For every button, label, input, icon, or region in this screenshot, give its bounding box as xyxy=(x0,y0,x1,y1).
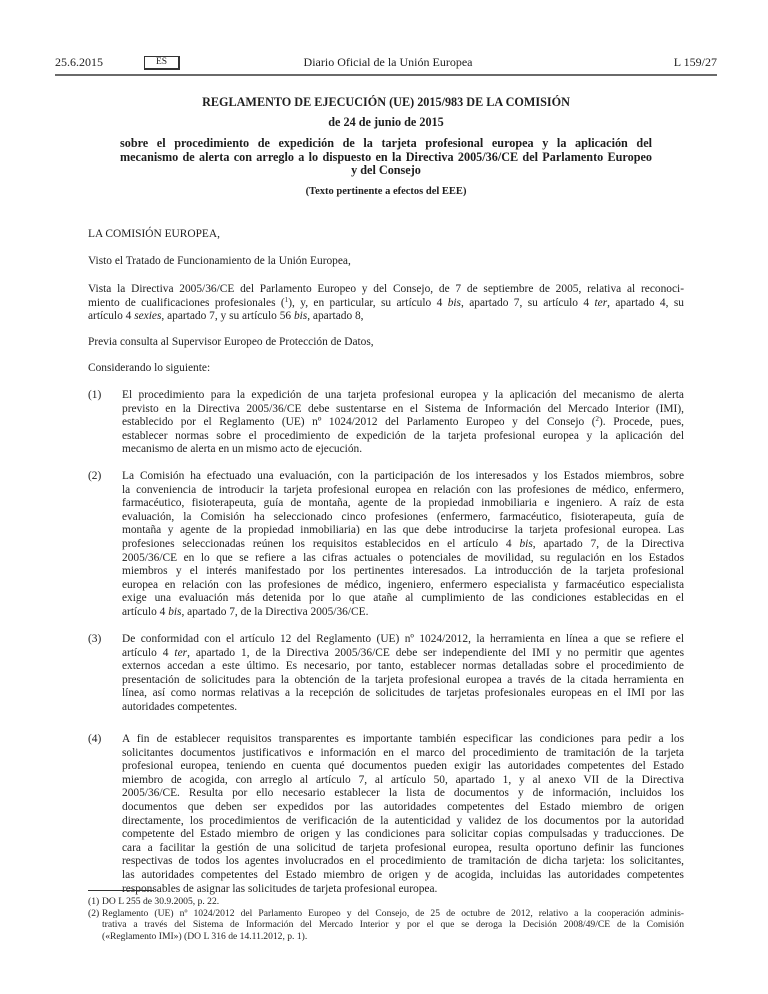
text-line xyxy=(88,297,684,311)
line-text: Reglamento (UE) nº 1024/2012 del Parlamento Europeo y del Consejo, de 25 de octubre de 2012, relativo a la cooperación adminis- xyxy=(102,908,684,919)
text-line xyxy=(122,701,684,715)
line-text: Vista la Directiva 2005/36/CE del Parlamento Europeo y del Consejo, de 7 de septiembre de 2005, relativa al reconoci- xyxy=(88,283,684,295)
line-text: europea en relación con las profesiones de médico, ingeniero, enfermero especialista y farmacéutico especialista xyxy=(122,578,684,591)
footnote-text xyxy=(102,908,684,942)
recital-text xyxy=(122,470,684,620)
text-line xyxy=(122,552,684,566)
line-text: línea, así como normas relativas a la recepción de solicitudes de tarjetas profesionales europeas en el IMI por las xyxy=(122,687,684,700)
text-line xyxy=(122,443,684,457)
publication-date: 25.6.2015 xyxy=(55,55,103,69)
text-line xyxy=(122,633,684,647)
recital-number: (4) xyxy=(88,733,102,745)
text-segment: , apartado 7, su artículo 4 xyxy=(460,296,595,309)
italic-term: bis xyxy=(519,537,533,550)
line-text xyxy=(122,606,368,620)
line-text: montaña y agente de la propiedad inmobiliaria) en las que debe introducirse la tarjeta profesional europea. Las xyxy=(122,524,684,537)
footnote-number: (2) xyxy=(88,908,100,919)
line-text xyxy=(122,538,684,552)
text-line xyxy=(122,747,684,761)
line-text: 2005/36/CE. Resulta por ello necesario establecer la lista de documentos y de información, incluidos los xyxy=(122,787,684,800)
text-segment: , apartado 7, de la Directiva 2005/36/CE. xyxy=(181,605,369,618)
text-line xyxy=(122,869,684,883)
text-segment: , apartado 1, de la Directiva 2005/36/CE debe ser independiente del IMI y no permitir que agentes xyxy=(187,646,685,659)
italic-term: sexies xyxy=(134,310,162,323)
text-line xyxy=(102,919,684,930)
text-segment: , apartado 7, de la Directiva xyxy=(532,537,685,550)
text-segment: establecido por el Reglamento (UE) nº 1024/2012 del Parlamento Europeo y del Consejo ( xyxy=(122,416,596,429)
eee-note: (Texto pertinente a efectos del EEE) xyxy=(305,186,467,197)
subtitle-line xyxy=(120,136,652,150)
text-line xyxy=(122,760,684,774)
text-line xyxy=(122,484,684,498)
line-text: trativa a través del Sistema de Información del Mercado Interior y por el que se deroga la Decisión 2008/49/CE de la Comisión xyxy=(102,919,684,931)
line-text: presentación de solicitudes para la obtención de la tarjeta profesional europea a través de la citada herramienta en xyxy=(122,673,684,686)
line-text: directamente, los procedimientos de verificación de la autenticidad y validez de los documentos por la autoridad xyxy=(122,814,684,827)
considerando-paragraph: Considerando lo siguiente: xyxy=(88,362,211,374)
line-text: («Reglamento IMI») (DO L 316 de 14.11.2012, p. 1). xyxy=(102,930,308,942)
line-text: autoridades competentes. xyxy=(122,700,238,713)
text-line xyxy=(122,774,684,788)
recital-text xyxy=(122,633,684,715)
italic-term: bis xyxy=(168,605,182,618)
text-segment: ), y, en particular, su artículo 4 xyxy=(288,296,448,309)
footnote-rule xyxy=(88,890,154,891)
line-text: De conformidad con el artículo 12 del Reglamento (UE) nº 1024/2012, la herramienta en línea a que se refiere el xyxy=(122,633,684,645)
visto-paragraph: Visto el Tratado de Funcionamiento de la Unión Europea, xyxy=(88,255,351,267)
italic-term: ter xyxy=(594,296,608,309)
recital-number: (1) xyxy=(88,389,102,401)
text-line xyxy=(122,842,684,856)
text-segment: artículo 4 xyxy=(88,310,135,323)
text-line xyxy=(102,931,684,942)
regulation-subtitle xyxy=(120,136,652,177)
line-text: mecanismo de alerta en un mismo acto de ejecución. xyxy=(122,443,363,456)
line-text: competente del Estado miembro de origen y las condiciones para solicitar copias compulsadas y traducciones. De xyxy=(122,828,684,841)
line-text: documentos que deben ser expedidos por las autoridades competentes del Estado miembro de origen xyxy=(122,800,684,813)
recital-number: (3) xyxy=(88,633,102,645)
page-reference: L 159/27 xyxy=(673,55,717,69)
language-badge: ES xyxy=(144,56,180,70)
line-text: evaluación, la Comisión ha seleccionado cinco profesiones (enfermero, farmacéutico, fisioterapeuta, guía de xyxy=(122,510,684,523)
text-line xyxy=(88,310,684,324)
line-text xyxy=(122,416,684,430)
recital-text xyxy=(122,733,684,896)
text-line xyxy=(122,565,684,579)
line-text: establecer normas sobre el procedimiento de expedición de la tarjeta profesional europea y la aplicación del xyxy=(122,429,684,442)
text-line xyxy=(122,511,684,525)
text-line xyxy=(88,283,684,297)
line-text: mecanismo de alerta con arreglo a lo dispuesto en la Directiva 2005/36/CE del Parlamento Europeo xyxy=(120,149,652,164)
text-line xyxy=(122,606,684,620)
text-line xyxy=(122,579,684,593)
regulation-title: REGLAMENTO DE EJECUCIÓN (UE) 2015/983 DE LA COMISIÓN xyxy=(202,95,570,109)
line-text: miembro de acogida, con arreglo al artículo 7, al artículo 50, apartado 1, y al anexo VII de la Directiva xyxy=(122,773,684,786)
text-line xyxy=(122,828,684,842)
text-line xyxy=(122,538,684,552)
text-line xyxy=(122,801,684,815)
text-line xyxy=(122,687,684,701)
text-segment: artículo 4 xyxy=(122,605,169,618)
text-line xyxy=(122,497,684,511)
line-text xyxy=(88,310,364,324)
line-text: solicitantes documentos justificativos e información en el marco del procedimiento de tramitación de la tarjeta xyxy=(122,746,684,759)
italic-term: ter xyxy=(174,646,188,659)
line-text: responsables de asignar las solicitudes de tarjeta profesional europea. xyxy=(122,882,438,895)
line-text: respectivas de todos los agentes involucrados en el procedimiento de tramitación de dicha tarjeta: los solicitantes, xyxy=(122,855,684,868)
text-line xyxy=(122,524,684,538)
text-segment: artículo 4 xyxy=(122,646,175,659)
line-text: sobre el procedimiento de expedición de la tarjeta profesional europea y la aplicación del xyxy=(120,136,652,150)
text-line xyxy=(102,908,684,919)
text-segment: profesiones seleccionadas reúnen los requisitos establecidos en el artículo 4 xyxy=(122,537,520,550)
line-text: las autoridades competentes del Estado miembro de origen y de acogida, incluidas las autoridades competentes xyxy=(122,868,684,881)
text-line xyxy=(122,787,684,801)
italic-term: bis xyxy=(447,296,461,309)
text-line xyxy=(102,896,684,907)
text-line xyxy=(122,674,684,688)
text-line xyxy=(122,647,684,661)
text-segment: miento de cualificaciones profesionales ( xyxy=(88,296,285,309)
subtitle-line: y del Consejo xyxy=(351,163,421,178)
text-line xyxy=(122,815,684,829)
recital-text xyxy=(122,389,684,457)
text-line xyxy=(122,592,684,606)
text-segment: , apartado 7, y su artículo 56 xyxy=(161,310,294,323)
text-line xyxy=(122,855,684,869)
text-line xyxy=(122,389,684,403)
line-text: la conveniencia de introducir la tarjeta profesional europea en relación con las profesiones de médico, enfermero, xyxy=(122,483,684,496)
text-line xyxy=(122,403,684,417)
line-text: El procedimiento para la expedición de una tarjeta profesional europea y la aplicación del mecanismo de alerta xyxy=(122,389,684,401)
footnote-reference[interactable]: 1 xyxy=(284,295,289,304)
line-text: DO L 255 de 30.9.2005, p. 22. xyxy=(102,896,220,907)
previa-paragraph: Previa consulta al Supervisor Europeo de Protección de Datos, xyxy=(88,336,374,348)
text-line xyxy=(122,883,684,897)
line-text: exige una evaluación más detenida por lo que atañe al cumplimiento de las condiciones establecidas en el xyxy=(122,592,684,605)
journal-title: Diario Oficial de la Unión Europea xyxy=(303,55,473,69)
italic-term: bis xyxy=(293,310,308,323)
text-line xyxy=(122,416,684,430)
institution-line: LA COMISIÓN EUROPEA, xyxy=(88,228,220,240)
text-line xyxy=(122,660,684,674)
line-text: miembros y el interés manifestado por los pertinentes interesados. La introducción de la tarjeta profesional xyxy=(122,565,684,578)
line-text: farmacéutico, fisioterapeuta, guía de montaña, agente de la propiedad inmobiliaria e ingeniero. A raíz de esta xyxy=(122,497,684,510)
footnote-text xyxy=(102,896,684,907)
line-text: previsto en la Directiva 2005/36/CE debe sustentarse en el Sistema de Información del Mercado Interior (IMI), xyxy=(122,402,684,415)
line-text: cara a facilitar la gestión de una solicitud de tarjeta profesional europea, resulta oportuno definir las funciones xyxy=(122,841,684,854)
text-line xyxy=(122,733,684,747)
text-segment: , apartado 4, su xyxy=(607,296,684,309)
line-text xyxy=(88,297,684,311)
recital-number: (2) xyxy=(88,470,102,482)
regulation-date: de 24 de junio de 2015 xyxy=(328,115,444,129)
line-text xyxy=(122,647,684,661)
text-line xyxy=(122,470,684,484)
line-text: externos accedan a este último. Es necesario, por tanto, establecer normas detalladas sobre el procedimiento de xyxy=(122,660,684,673)
footnote-reference[interactable]: 2 xyxy=(595,415,600,424)
vista-paragraph xyxy=(88,283,684,324)
footnote-number: (1) xyxy=(88,896,100,907)
line-text: La Comisión ha efectuado una evaluación, con la participación de los interesados y los Estados miembros, sobre xyxy=(122,470,684,482)
line-text: profesional europea, teniendo en cuenta qué documentos pueden exigir las autoridades competentes del Estado xyxy=(122,760,684,773)
line-text: 2005/36/CE en lo que se refiere a las cifras actuales o potenciales de movilidad, su regulación en los Estados xyxy=(122,551,684,564)
subtitle-line xyxy=(120,150,652,164)
text-segment: , apartado 8, xyxy=(307,310,364,323)
header-rule xyxy=(55,74,717,76)
text-segment: ). Procede, pues, xyxy=(599,416,684,429)
text-line xyxy=(122,430,684,444)
line-text: A fin de establecer requisitos transparentes es importante también especificar las condiciones para pedir a los xyxy=(122,733,684,745)
